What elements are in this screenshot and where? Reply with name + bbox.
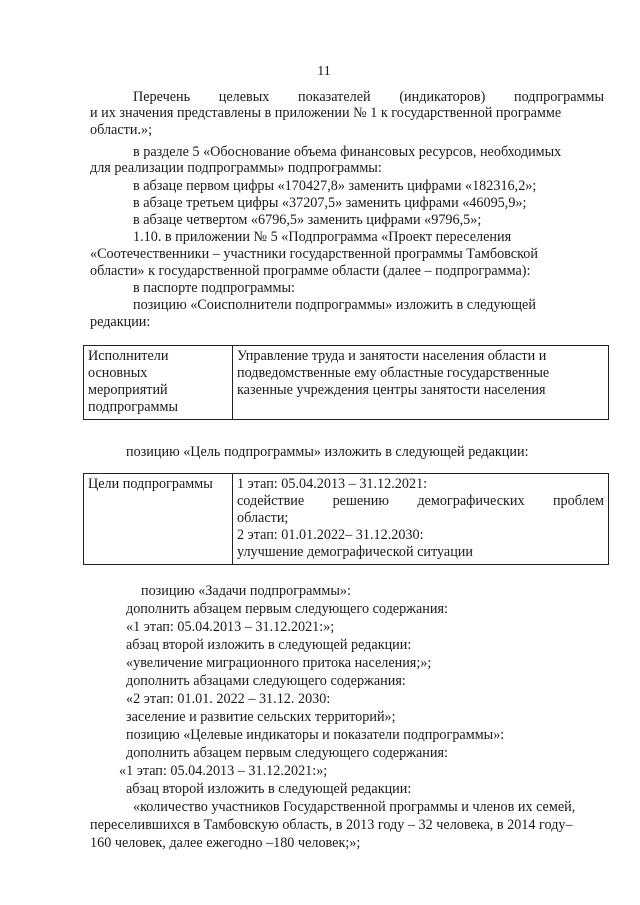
table1-right-line: Управление труда и занятости населения области и (237, 348, 547, 364)
word: целевых (218, 89, 270, 105)
table2-right-line: области; (237, 510, 289, 526)
tasks-line: «1 этап: 05.04.2013 – 31.12.2021:»; (119, 763, 328, 779)
tasks-line: дополнить абзацем первым следующего содержания: (126, 745, 448, 761)
sub110-line-2: «Соотечественники – участники государственной программы Тамбовской (90, 246, 538, 262)
section5-line-1: в разделе 5 «Обоснование объема финансовых ресурсов, необходимых (133, 144, 562, 160)
word: (индикаторов) (399, 89, 486, 105)
intro-line-3: области.»; (90, 122, 153, 138)
table1-left-line: подпрограммы (88, 399, 178, 415)
section5-item-2: в абзаце третьем цифры «37207,5» заменить цифрами «46095,9»; (133, 195, 527, 211)
final-line-3: 160 человек, далее ежегодно –180 человек;»; (90, 835, 361, 851)
final-line-2: переселившихся в Тамбовскую область, в 2013 году – 32 человека, в 2014 году– (90, 817, 573, 833)
goals-value-cell (233, 474, 609, 565)
sub110-line-6: редакции: (90, 314, 151, 330)
executors-table (83, 345, 609, 420)
tasks-line: заселение и развитие сельских территорий»; (126, 709, 396, 725)
section5-item-3: в абзаце четвертом «6796,5» заменить цифрами «9796,5»; (133, 212, 482, 228)
table1-left-line: Исполнители (88, 348, 169, 364)
goals-label-cell: Цели подпрограммы (84, 474, 233, 565)
intro-line-2: и их значения представлены в приложении № 1 к государственной программе (90, 105, 562, 121)
table2-right-line-justified (237, 493, 604, 510)
word: содействие (237, 493, 305, 509)
tasks-line: абзац второй изложить в следующей редакции: (126, 781, 412, 797)
tasks-line: дополнить абзацами следующего содержания: (126, 673, 406, 689)
sub110-line-4: в паспорте подпрограммы: (133, 280, 295, 296)
tasks-line: позицию «Целевые индикаторы и показатели подпрограммы»: (126, 727, 505, 743)
executors-label-cell (84, 346, 233, 420)
final-line-1: «количество участников Государственной программы и членов их семей, (133, 799, 576, 815)
table2-right-line: 2 этап: 01.01.2022– 31.12.2030: (237, 527, 424, 543)
sub110-line-3: области» к государственной программе области (далее – подпрограмма): (90, 263, 531, 279)
table2-right-line: 1 этап: 05.04.2013 – 31.12.2021: (237, 476, 428, 492)
table1-left-line: основных (88, 365, 148, 381)
word: демографических (417, 493, 525, 509)
page-number: 11 (317, 64, 331, 79)
word: подпрограммы (514, 89, 604, 105)
table1-left-line: мероприятий (88, 382, 168, 398)
tasks-line: абзац второй изложить в следующей редакции: (126, 637, 412, 653)
tasks-line: «2 этап: 01.01. 2022 – 31.12. 2030: (126, 691, 331, 707)
intro-line-1 (133, 89, 604, 106)
section5-line-2: для реализации подпрограммы» подпрограммы: (90, 160, 382, 176)
executors-value-cell (233, 346, 609, 420)
word: Перечень (133, 89, 191, 105)
word: решению (332, 493, 389, 509)
sub110-line-5: позицию «Соисполнители подпрограммы» изложить в следующей (133, 297, 536, 313)
table2-right-line: улучшение демографической ситуации (237, 544, 473, 560)
tasks-line: «увеличение миграционного притока населения;»; (126, 655, 432, 671)
tasks-line: позицию «Задачи подпрограммы»: (141, 583, 351, 599)
section5-item-1: в абзаце первом цифры «170427,8» заменить цифрами «182316,2»; (133, 178, 537, 194)
position-goal-line: позицию «Цель подпрограммы» изложить в следующей редакции: (126, 444, 529, 460)
table1-right-line: казенные учреждения центры занятости населения (237, 382, 546, 398)
sub110-line-1: 1.10. в приложении № 5 «Подпрограмма «Проект переселения (133, 229, 512, 245)
tasks-line: дополнить абзацем первым следующего содержания: (126, 601, 448, 617)
table1-right-line: подведомственные ему областные государственные (237, 365, 550, 381)
goals-table (83, 473, 609, 565)
word: проблем (552, 493, 604, 509)
tasks-line: «1 этап: 05.04.2013 – 31.12.2021:»; (126, 619, 335, 635)
word: показателей (297, 89, 371, 105)
